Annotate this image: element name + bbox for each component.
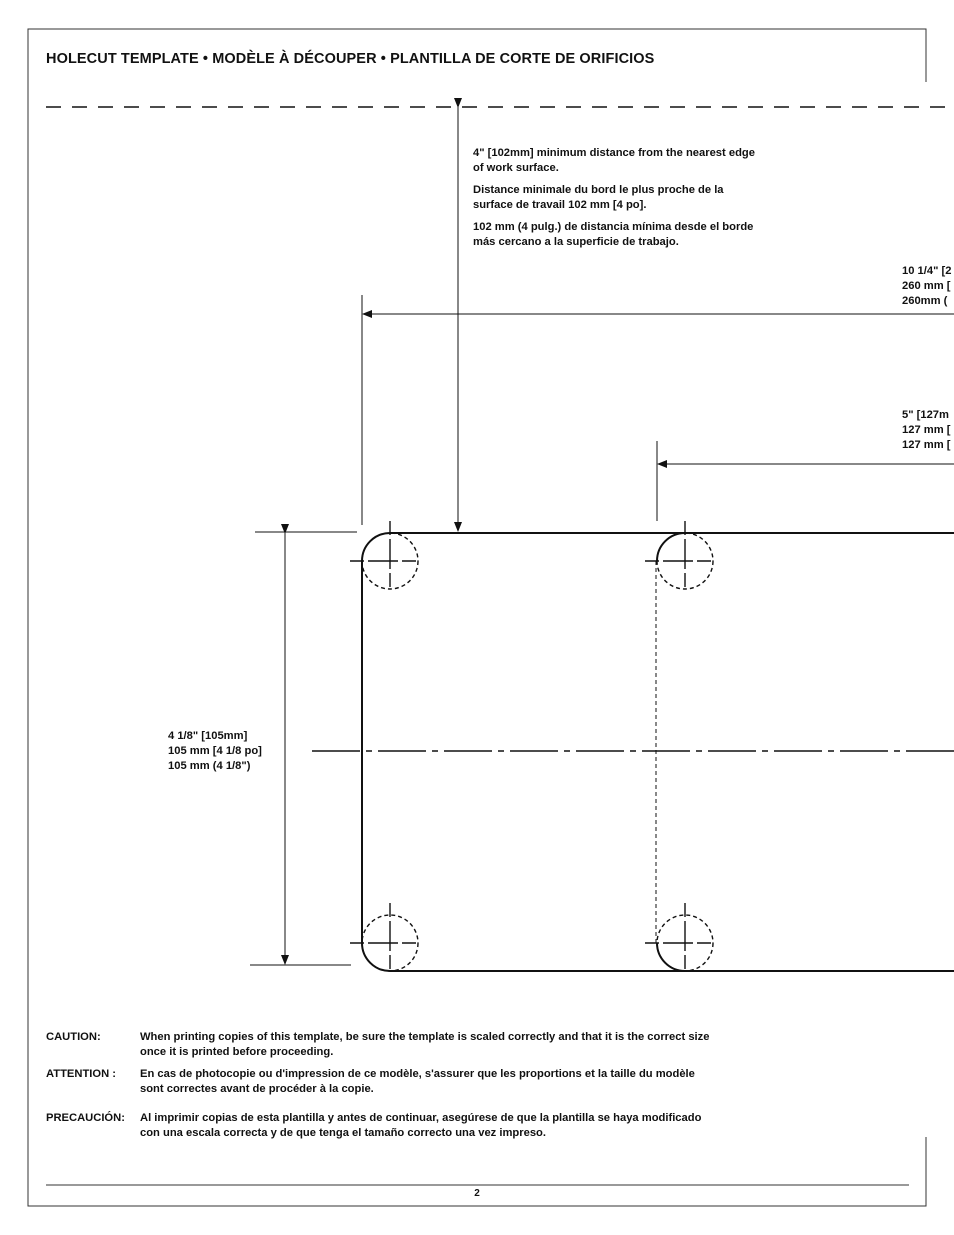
hole-spacing-dimension [657, 441, 954, 521]
spacing-label-line-3: 127 mm [ [902, 439, 951, 451]
attention-label: ATTENTION : [46, 1068, 117, 1080]
min-distance-note [473, 146, 763, 257]
page-title: HOLECUT TEMPLATE • MODÈLE À DÉCOUPER • PLANTILLA DE CORTE DE ORIFICIOS [46, 51, 655, 67]
hole-spacing-label [902, 408, 951, 453]
width-dimension-label [902, 264, 951, 309]
precaucion-label: PRECAUCIÓN: [46, 1112, 125, 1124]
width-label-line-3: 260mm ( [902, 295, 948, 307]
note-fr: Distance minimale du bord le plus proche de la surface de travail 102 mm [4 po]. [473, 184, 724, 211]
mounting-holes [350, 521, 725, 983]
height-dimension-label [168, 729, 262, 774]
note-en: 4" [102mm] minimum distance from the nearest edge of work surface. [473, 147, 755, 174]
spacing-label-line-2: 127 mm [ [902, 424, 951, 436]
height-label-line-3: 105 mm (4 1/8") [168, 760, 251, 772]
width-label-line-2: 260 mm [ [902, 280, 951, 292]
height-dimension [250, 532, 357, 965]
page-number: 2 [474, 1188, 480, 1199]
attention-text: En cas de photocopie ou d'impression de ce modèle, s'assurer que les proportions et la taille du modèle sont correctes avant de procéder à la copie. [140, 1068, 695, 1095]
cutout-outline [362, 533, 954, 971]
height-label-line-1: 4 1/8" [105mm] [168, 730, 248, 742]
note-es: 102 mm (4 pulg.) de distancia mínima desde el borde más cercano a la superficie de trabajo. [473, 221, 754, 248]
width-dimension [362, 295, 954, 525]
caution-label: CAUTION: [46, 1031, 101, 1043]
width-label-line-1: 10 1/4" [2 [902, 265, 952, 277]
caution-text: When printing copies of this template, be sure the template is scaled correctly and that it is the correct size once it is printed before proceeding. [140, 1031, 710, 1058]
height-label-line-2: 105 mm [4 1/8 po] [168, 745, 262, 757]
spacing-label-line-1: 5" [127m [902, 409, 949, 421]
precaucion-text: Al imprimir copias de esta plantilla y antes de continuar, asegúrese de que la plantilla se haya modificado con una escala correcta y de que tenga el tamaño correcto una vez impreso. [140, 1112, 702, 1139]
